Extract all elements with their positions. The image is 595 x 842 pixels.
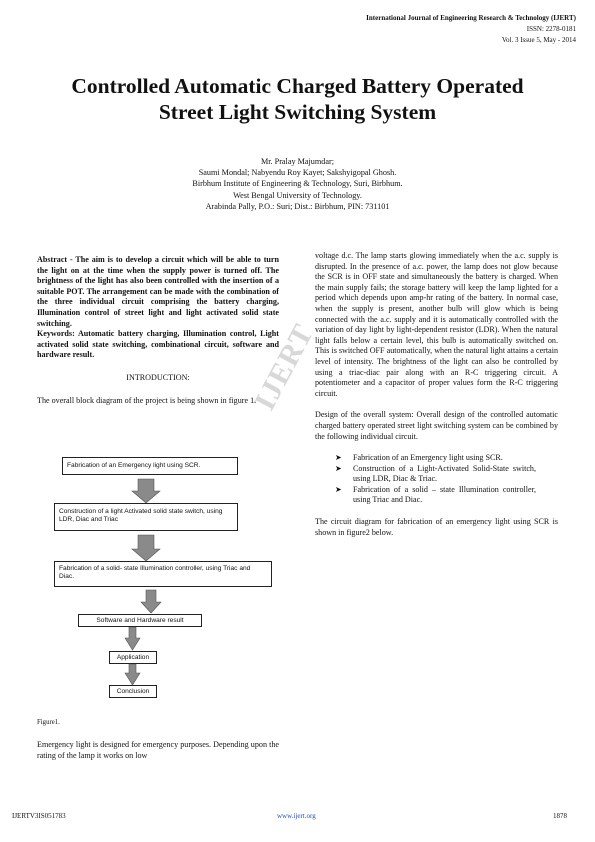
arrow-bullet-icon: ➤ — [335, 453, 342, 463]
footer-website-link[interactable]: www.ijert.org — [277, 812, 316, 820]
flow-arrow — [132, 479, 160, 503]
journal-header — [366, 13, 576, 46]
diagram-box-application: Application — [109, 651, 157, 664]
diagram-box-illumination-controller: Fabrication of a solid- state Illumination controller, using Triac and Diac. — [54, 561, 272, 587]
list-item-text: Construction of a Light-Activated Solid-State switch, using LDR, Diac & Triac. — [353, 463, 536, 484]
arrow-bullet-icon: ➤ — [335, 484, 342, 494]
diagram-box-software-hardware: Software and Hardware result — [78, 614, 202, 627]
left-bottom-paragraph: Emergency light is designed for emergency purposes. Depending upon the rating of the lamp it works on low — [37, 740, 279, 760]
author-line: West Bengal University of Technology. — [233, 190, 362, 200]
list-item-text: Fabrication of a solid – state Illumination controller, using Triac and Diac. — [353, 484, 536, 505]
arrow-bullet-icon: ➤ — [335, 463, 342, 473]
diagram-box-conclusion: Conclusion — [109, 685, 157, 698]
abstract: Abstract - The aim is to develop a circuit which will be able to turn the light on at the time when the supply power is turned off. The brightness of the light has also been controlled with the insertion of a suitable POT. The arrangement can be made with the combination of the three individual circuit comprising the battery charging, Illumination control of street light and light activated solid state switching. — [37, 255, 279, 328]
diagram-box-light-activated-switch: Construction of a light Activated solid state switch, using LDR, Diac and Triac — [54, 503, 238, 531]
list-item-text: Fabrication of an Emergency light using SCR. — [353, 453, 503, 463]
flow-arrow — [132, 535, 160, 561]
right-paragraph-1: voltage d.c. The lamp starts glowing immediately when the a.c. supply is disrupted. In the presence of a.c. power, the lamp does not glow because the SCR is in OFF state and simultaneously the battery is charged. When the main supply fails; the storage battery will keep the lamp lighted for a period which depends upon amp-hr rating of the battery. In normal case, when the supply is present, another bulb will glow which is being connected with the a.c. supply and it is automatically controlled with the variation of day light by light-dependent resistor (LDR). When the natural light falls below a certain level, this bulb is automatically switched on. This is switched OFF automatically, when the natural light attains a certain level of intensity. The brightness of the light can also be controlled by using a triac-diac pair along with an R-C triggering circuit. A potentiometer and a capacitor of proper values form the R-C triggering circuit. — [315, 251, 558, 398]
footer-page-number: 1878 — [553, 812, 567, 820]
circuit-list — [315, 453, 558, 506]
footer-paper-id: IJERTV3IS051783 — [12, 812, 66, 820]
flow-arrow — [125, 627, 140, 650]
right-paragraph-3: The circuit diagram for fabrication of an emergency light using SCR is shown in figure2 below. — [315, 517, 558, 537]
keywords: Keywords: Automatic battery charging, Illumination control, Light activated solid state switching, combinational circuit, software and hardware result. — [37, 329, 279, 360]
introduction-heading: INTRODUCTION: — [126, 372, 190, 382]
list-item — [315, 464, 558, 485]
author-line: Arabinda Pally, P.O.: Suri; Dist.: Birbhum, PIN: 731101 — [205, 201, 390, 211]
paper-title — [20, 73, 575, 125]
figure-caption: Figure1. — [37, 719, 60, 726]
right-column — [315, 251, 558, 538]
flow-arrow — [125, 664, 140, 685]
title-line-2: Street Light Switching System — [158, 100, 437, 124]
left-column — [37, 255, 279, 406]
title-line-1: Controlled Automatic Charged Battery Operated — [71, 74, 524, 98]
author-block — [100, 156, 495, 212]
author-line: Mr. Pralay Majumdar; — [261, 157, 334, 166]
block-diagram — [50, 455, 282, 710]
flow-arrow — [141, 590, 161, 613]
list-item — [315, 485, 558, 506]
volume-issue: Vol. 3 Issue 5, May - 2014 — [501, 36, 576, 44]
journal-name: International Journal of Engineering Research & Technology (IJERT) — [366, 14, 576, 22]
author-line: Saumi Mondal; Nabyendu Roy Kayet; Sakshyigopal Ghosh. — [198, 168, 397, 178]
issn: ISSN: 2278-0181 — [526, 25, 576, 33]
author-line: Birbhum Institute of Engineering & Technology, Suri, Birbhum. — [192, 179, 403, 189]
right-paragraph-2: Design of the overall system: Overall design of the controlled automatic charged battery operated street light switching system can be combined by the following individual circuit. — [315, 410, 558, 441]
intro-text: The overall block diagram of the project is being shown in figure 1. — [37, 395, 257, 405]
diagram-box-emergency-light: Fabrication of an Emergency light using SCR. — [62, 457, 238, 475]
list-item — [315, 453, 558, 464]
ijert-watermark: IJERT — [248, 318, 321, 416]
